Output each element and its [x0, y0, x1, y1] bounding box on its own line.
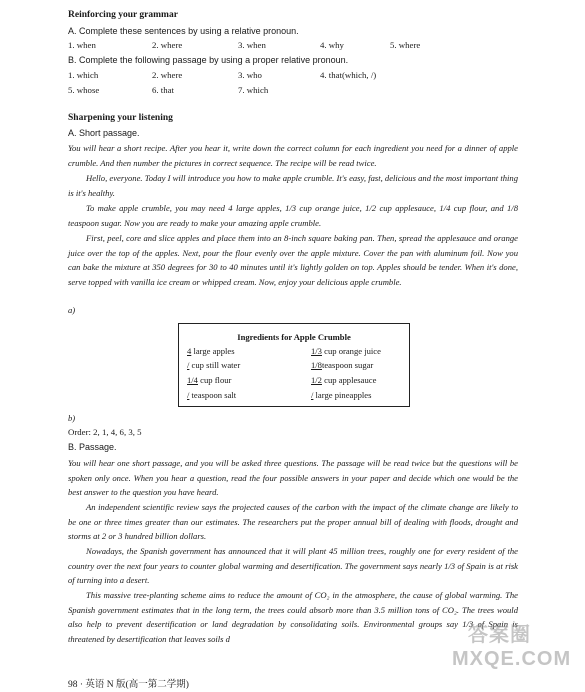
page-footer: 98 · 英语 N 版(高一第二学期)	[68, 680, 189, 690]
answer-item: 4. that(which, /)	[320, 70, 377, 80]
ingredient-cell	[187, 346, 235, 356]
grammar-heading: Reinforcing your grammar	[68, 10, 178, 20]
ingredient-text: cup orange juice	[321, 346, 381, 356]
ingredient-answer: 1/4	[187, 375, 198, 385]
answer-item: 7. which	[238, 85, 269, 95]
listening-b-paragraph: This massive tree-planting scheme aims to reduce the amount of CO₂ in the atmosphere, the cause of global warming. The Spanish government estimates that in the long term, the trees could absorb more than 3.5 million tons of CO₂. The trees would also help to prevent desertification or land degradation by consolidating soils. Environmental groups say 1/3 of Spain is threatened by desertification that leaves soils d	[68, 590, 518, 644]
ingredient-text: teaspoon sugar	[321, 360, 374, 370]
ingredient-text: large apples	[191, 346, 235, 356]
listening-b-paragraph: An independent scientific review says the projected causes of the carbon with the impact of the climate change are likely to be one or three times greater than our estimates. The researchers put the proper annual bill of dealing with floods, drought and storms at 2 or 3 hundred billion dollars.	[68, 502, 518, 542]
ingredient-answer: /	[311, 390, 314, 400]
ingredient-answer: 1/3	[311, 346, 322, 356]
ingredient-text: cup flour	[197, 375, 232, 385]
watermark-logo: 答案圈	[468, 624, 531, 646]
label-a: a)	[68, 305, 76, 315]
answer-item: 6. that	[152, 85, 174, 95]
ingredients-title: Ingredients for Apple Crumble	[237, 332, 351, 342]
listening-a-paragraph: First, peel, core and slice apples and place them into an 8-inch square baking pan. Then, spread the applesauce and orange juice over the top of the apples. Next, pour the flour evenly over the apple mixture. Cover the pan with aluminum foil. Now you can bake the mixture at 350 degrees for 30 to 40 minutes until it's lightly golden on top. Apples should be tender. When it's done, serve topped with vanilla ice cream or whipped cream. Now, enjoy your delicious apple crumble.	[68, 233, 518, 287]
ingredient-cell	[311, 375, 376, 385]
listening-b-paragraph: Nowadays, the Spanish government has announced that it will plant 45 million trees, roughly one for every resident of the country over the next four years to counter global warming and desertification. The government says nearly 1/3 of Spain is at risk of turning into a desert.	[68, 546, 518, 586]
ingredient-answer: 4	[187, 346, 192, 356]
ingredient-text: teaspoon salt	[189, 390, 237, 400]
answer-item: 2. where	[152, 40, 183, 50]
ingredient-cell	[311, 360, 373, 370]
listening-a-label: A. Short passage.	[68, 128, 140, 138]
answer-item: 3. when	[238, 40, 266, 50]
ingredient-answer: 1/8	[311, 360, 322, 370]
listening-a-intro: You will hear a short recipe. After you hear it, write down the correct column for each ingredient you need for a dinner of apple crumble. And then number the pictures in correct sequence. The recipe will be read twice.	[68, 143, 518, 168]
grammar-b-instruction: B. Complete the following passage by using a proper relative pronoun.	[68, 55, 349, 65]
ingredient-text: cup still water	[189, 360, 241, 370]
listening-b-label: B. Passage.	[68, 442, 117, 452]
answer-item: 1. when	[68, 40, 96, 50]
ingredient-answer: 1/2	[311, 375, 322, 385]
ingredient-answer: /	[187, 390, 190, 400]
listening-heading: Sharpening your listening	[68, 113, 173, 123]
answer-item: 5. where	[390, 40, 421, 50]
answer-item: 1. which	[68, 70, 99, 80]
order-answer: Order: 2, 1, 4, 6, 3, 5	[68, 427, 142, 437]
grammar-a-instruction: A. Complete these sentences by using a relative pronoun.	[68, 26, 299, 36]
ingredient-cell	[187, 390, 236, 400]
listening-a-paragraph: To make apple crumble, you may need 4 large apples, 1/3 cup orange juice, 1/2 cup applesauce, 1/4 cup flour, and 1/8 teaspoon sugar. Now you are ready to make your amazing apple crumble.	[68, 203, 518, 228]
ingredient-cell	[187, 360, 240, 370]
watermark-url: MXQE.COM	[452, 648, 572, 670]
answer-item: 3. who	[238, 70, 262, 80]
ingredient-text: large pineapples	[313, 390, 372, 400]
ingredients-box	[178, 323, 410, 407]
ingredient-text: cup applesauce	[321, 375, 377, 385]
answer-item: 5. whose	[68, 85, 100, 95]
answer-item: 2. where	[152, 70, 183, 80]
label-b: b)	[68, 413, 76, 423]
ingredient-cell	[311, 346, 381, 356]
answer-item: 4. why	[320, 40, 344, 50]
ingredient-answer: /	[187, 360, 190, 370]
listening-b-intro: You will hear one short passage, and you will be asked three questions. The passage will be read twice but the questions will be spoken only once. When you hear a question, read the four possible answers in your paper and decide which one would be the best answer to the question you have heard.	[68, 458, 518, 498]
listening-a-paragraph: Hello, everyone. Today I will introduce you how to make apple crumble. It's easy, fast, delicious and the most important thing is it's healthy.	[68, 173, 518, 198]
ingredient-cell	[311, 390, 371, 400]
ingredient-cell	[187, 375, 231, 385]
